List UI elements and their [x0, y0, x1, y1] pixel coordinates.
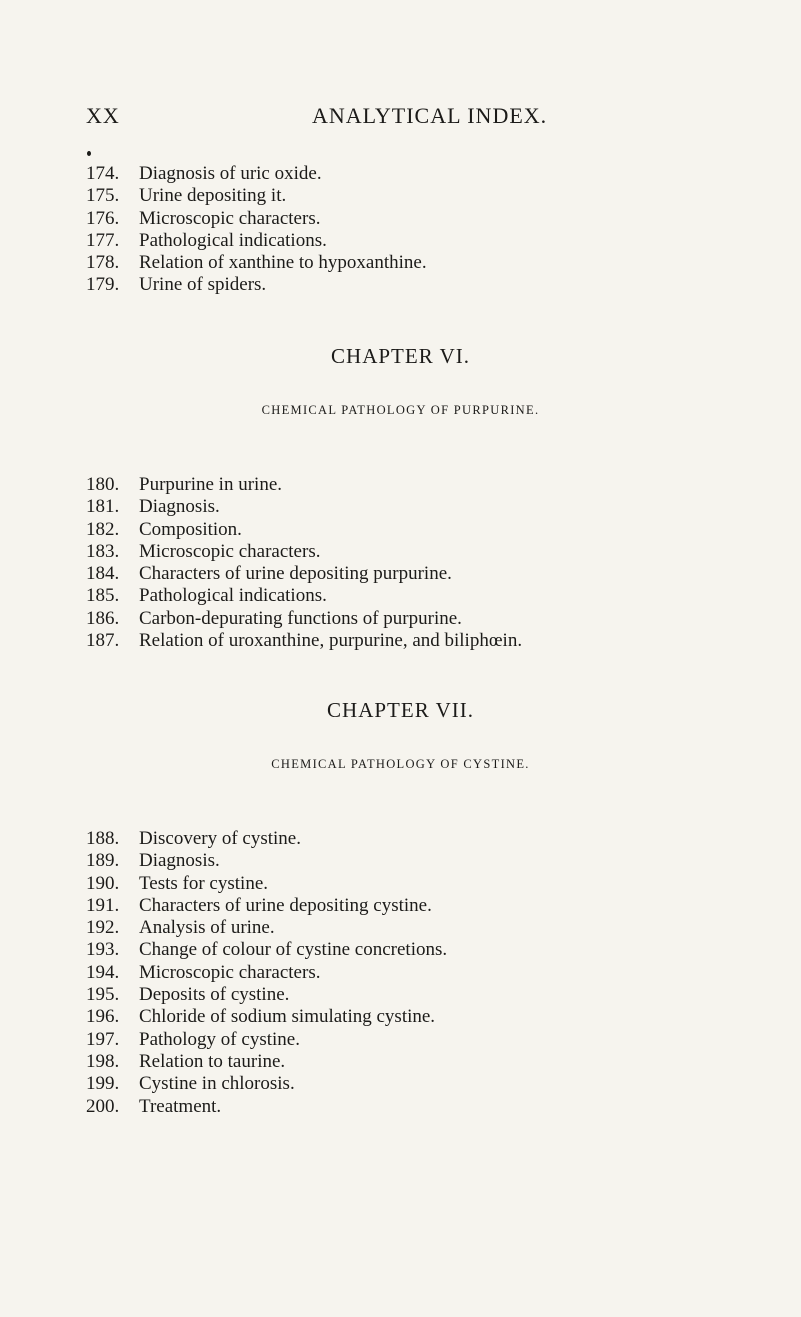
- entry-text: Characters of urine depositing purpurine.: [139, 563, 452, 585]
- index-entry: [86, 1096, 447, 1118]
- entry-number: 183.: [86, 540, 120, 562]
- entry-text: Relation of xanthine to hypoxanthine.: [139, 252, 427, 274]
- entry-number: 196.: [86, 1006, 120, 1028]
- entry-text: Microscopic characters.: [139, 207, 321, 229]
- index-entry: [86, 630, 522, 652]
- entry-number: 192.: [86, 917, 120, 939]
- entry-number: 187.: [86, 630, 120, 652]
- index-entry: [86, 208, 427, 230]
- entry-number: 188.: [86, 828, 120, 849]
- entry-text: Microscopic characters.: [139, 540, 321, 562]
- entry-number: 174.: [86, 163, 120, 184]
- entry-text: Relation to taurine.: [139, 1050, 286, 1072]
- chapter-6-subtitle: CHEMICAL PATHOLOGY OF PURPURINE.: [261, 403, 540, 417]
- chapter-7-subtitle: CHEMICAL PATHOLOGY OF CYSTINE.: [271, 757, 530, 771]
- entry-number: 175.: [86, 185, 120, 207]
- entry-number: 195.: [86, 984, 120, 1006]
- index-entry: [86, 1006, 447, 1028]
- index-entry: [86, 608, 522, 630]
- index-entry: [86, 274, 427, 296]
- index-entry: [86, 230, 427, 252]
- entry-list-chapter7: [86, 828, 447, 1118]
- entry-number: 194.: [86, 961, 120, 983]
- index-entry: [86, 185, 427, 207]
- entry-list-chapter6: [86, 474, 522, 652]
- entry-text: Chloride of sodium simulating cystine.: [139, 1006, 436, 1028]
- entry-number: 178.: [86, 252, 120, 274]
- entry-number: 186.: [86, 607, 120, 629]
- index-entry: [86, 496, 522, 518]
- entry-number: 191.: [86, 894, 120, 916]
- entry-number: 200.: [86, 1095, 120, 1117]
- entry-text: Diagnosis.: [139, 496, 220, 518]
- index-entry: [86, 895, 447, 917]
- index-entry: [86, 984, 447, 1006]
- entry-text: Deposits of cystine.: [139, 984, 290, 1006]
- entry-text: Carbon-depurating functions of purpurine.: [139, 607, 462, 629]
- entry-number: 179.: [86, 274, 120, 296]
- page-header: [0, 103, 801, 133]
- index-entry: [86, 1073, 447, 1095]
- index-entry: [86, 917, 447, 939]
- entry-text: Urine of spiders.: [139, 274, 267, 296]
- entry-text: Tests for cystine.: [139, 872, 269, 894]
- index-entry: [86, 519, 522, 541]
- index-entry: [86, 474, 522, 496]
- page-number: XX: [86, 103, 120, 128]
- index-entry: [86, 939, 447, 961]
- entry-number: 177.: [86, 229, 120, 251]
- entry-text: Cystine in chlorosis.: [139, 1073, 295, 1095]
- index-entry: [86, 541, 522, 563]
- entry-number: 180.: [86, 474, 120, 495]
- chapter-7-title: CHAPTER VII.: [327, 698, 474, 722]
- entry-number: 199.: [86, 1073, 120, 1095]
- entry-text: Change of colour of cystine concretions.: [139, 939, 448, 961]
- entry-number: 189.: [86, 850, 120, 872]
- index-entry: [86, 563, 522, 585]
- running-title: ANALYTICAL INDEX.: [312, 103, 548, 128]
- entry-text: Pathological indications.: [139, 585, 327, 607]
- entry-text: Diagnosis of uric oxide.: [139, 163, 322, 184]
- entry-text: Relation of uroxanthine, purpurine, and biliphœin.: [139, 630, 523, 652]
- entry-text: Pathology of cystine.: [139, 1028, 300, 1050]
- chapter-6-title: CHAPTER VI.: [331, 344, 470, 368]
- index-entry: [86, 585, 522, 607]
- entry-number: 184.: [86, 563, 120, 585]
- entry-text: Characters of urine depositing cystine.: [139, 894, 432, 916]
- index-entry: [86, 962, 447, 984]
- index-entry: [86, 850, 447, 872]
- entry-text: Microscopic characters.: [139, 961, 321, 983]
- entry-number: 176.: [86, 207, 120, 229]
- entry-number: 198.: [86, 1050, 120, 1072]
- entry-text: Diagnosis.: [139, 850, 220, 872]
- entry-text: Discovery of cystine.: [139, 828, 301, 849]
- entry-number: 185.: [86, 585, 120, 607]
- ink-speck: [87, 151, 91, 156]
- entry-list-section1: [86, 163, 427, 297]
- entry-number: 181.: [86, 496, 120, 518]
- index-entry: [86, 163, 427, 185]
- entry-text: Treatment.: [139, 1095, 222, 1117]
- index-entry: [86, 873, 447, 895]
- index-entry: [86, 252, 427, 274]
- entry-number: 197.: [86, 1028, 120, 1050]
- index-entry: [86, 1029, 447, 1051]
- entry-text: Pathological indications.: [139, 229, 327, 251]
- entry-text: Composition.: [139, 518, 242, 540]
- entry-text: Analysis of urine.: [139, 917, 275, 939]
- index-entry: [86, 828, 447, 850]
- index-entry: [86, 1051, 447, 1073]
- entry-number: 190.: [86, 872, 120, 894]
- entry-text: Purpurine in urine.: [139, 474, 283, 495]
- entry-text: Urine depositing it.: [139, 185, 287, 207]
- entry-number: 182.: [86, 518, 120, 540]
- entry-number: 193.: [86, 939, 120, 961]
